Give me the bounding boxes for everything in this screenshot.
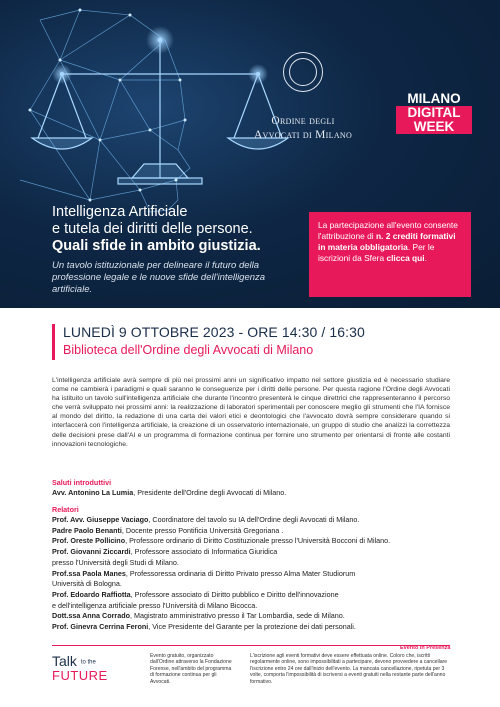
relatore-name: Prof. Ginevra Cerrina Feroni — [52, 622, 149, 632]
relatore-name: Prof. Edoardo Raffiotta — [52, 589, 131, 599]
saluti-role: , Presidente dell'Ordine degli Avvocati di Milano. — [133, 488, 287, 497]
event-title — [52, 204, 302, 255]
event-place: Biblioteca dell'Ordine degli Avvocati di Milano — [63, 343, 314, 357]
relatore-row — [52, 622, 452, 633]
relatore-name: Prof. Avv. Giuseppe Vaciago — [52, 515, 149, 524]
relatore-role: , Magistrato amministrativo presso il Tar Lombardia, sede di Milano. — [130, 611, 345, 621]
relatore-role: , Professoressa ordinaria di Diritto Privato presso Alma Mater Studiorum — [125, 568, 356, 578]
relatore-row — [52, 611, 452, 622]
relatore-row — [52, 579, 452, 590]
relatore-role: e dell'intelligenza artificiale presso l'Università di Milano Bicocca. — [52, 600, 258, 610]
mdw-line-3: WEEK — [396, 120, 472, 134]
hero-banner — [0, 0, 500, 308]
relatore-name: Prof. Giovanni Ziccardi — [52, 547, 131, 557]
mdw-line-1: MILANO — [407, 91, 461, 106]
title-line-1: Intelligenza Artificiale — [52, 204, 188, 220]
relatore-row — [52, 569, 452, 580]
relatore-row — [52, 547, 452, 558]
relatore-name: Prof. Oreste Pollicino — [52, 536, 126, 546]
footer-organizer-note: Evento gratuito, organizzato dall'Ordine attraverso la Fondazione Forense, nell'ambito del programma di formazione continua per gli Avvocati. — [150, 653, 232, 685]
ordine-seal-icon — [283, 52, 323, 92]
relatore-role: , Coordinatore del tavolo su IA dell'Ordine degli Avvocati di Milano. — [148, 515, 360, 524]
future-word: FUTURE — [52, 668, 108, 684]
relatori-heading: Relatori — [52, 505, 79, 514]
event-date: LUNEDÌ 9 OTTOBRE 2023 - ORE 14:30 / 16:30 — [63, 324, 365, 340]
ordine-line-1: Ordine degli — [271, 115, 335, 127]
saluti-heading: Saluti introduttivi — [52, 478, 112, 487]
saluti-name: Avv. Antonino La Lumia — [52, 488, 134, 497]
relatore-name: Prof.ssa Paola Manes — [52, 568, 126, 578]
credits-text-1: La partecipazione all'evento consente l'attribuzione di — [318, 220, 458, 241]
credits-text-3: . — [424, 253, 427, 263]
relatore-role: , Professore associato di Informatica Giuridica — [130, 547, 278, 557]
relatore-row — [52, 526, 452, 537]
date-accent-bar — [52, 324, 55, 360]
relatore-role: , Professore associato di Diritto pubblico e Diritto dell'innovazione — [130, 589, 339, 599]
talk-to-the-future-logo — [52, 654, 108, 683]
mdw-line-2: DIGITAL — [396, 106, 472, 120]
talk-word: Talk — [52, 653, 77, 669]
relatore-role: , Vice Presidente del Garante per la protezione dei dati personali. — [148, 622, 356, 632]
relatore-row — [52, 590, 452, 601]
event-subtitle: Un tavolo istituzionale per delineare il futuro della professione legale e le nuove sfide dell'intelligenza artificiale. — [52, 260, 266, 295]
relatore-role: Università di Bologna. — [52, 579, 122, 589]
relatore-role: , Professore ordinario di Diritto Costituzionale presso l'Università Bocconi di Milano. — [125, 536, 391, 546]
saluti-person — [52, 488, 452, 499]
credits-box — [309, 212, 471, 297]
relatore-row — [52, 536, 452, 547]
to-the-word: to the — [80, 659, 96, 666]
relatore-name: Padre Paolo Benanti — [52, 525, 122, 535]
milano-digital-week-logo — [396, 92, 472, 134]
credits-text-2: . Per le iscrizioni da Sfera — [318, 242, 435, 263]
footer-registration-note: L'iscrizione agli eventi formativi deve essere effettuata online. Coloro che, iscritti regolarmente online, sono impossibilitati a partecipare, devono provvedere a cancellare l'iscrizione entro 24 ore dall'inizio dell'evento. La mancata cancellazione, ripetuta per 3 volte, comporta l'impossibilità di iscriversi a eventi gratuiti nella restante parte dell'anno formativo. — [250, 653, 448, 685]
relatore-row — [52, 601, 452, 612]
intro-paragraph: L'intelligenza artificiale avrà sempre di più nei prossimi anni un significativo impatto nel settore giustizia ed è necessario studiare come ne cambierà i paradigmi e quali saranno le conseguenze per i diritti delle persone. Per questa ragione l'Ordine degli Avvocati ha istituito un tavolo sull'intelligenza artificiale che durante l'incontro presenterà le cinque direttrici che rappresenteranno il percorso che verrà sviluppato nei prossimi anni: la realizzazione di laboratori sperimentali per conoscere meglio gli strumenti che l'IA fornisce al mondo del diritto, la redazione di una carta dei valori etici e deontologici che l'avvocato dovrà sempre considerare quando si interfaccerà con l'intelligenza artificiale, la creazione di un osservatorio internazionale, un gruppo di studio che analizzi la correttezza delle decisioni prese dall'AI e un programma di formazione continua per fornire uno strumento per orientarsi di fronte alle costanti innovazioni tecnologiche. — [52, 377, 450, 448]
ordine-logo-text — [240, 114, 366, 142]
relatori-list — [52, 515, 452, 633]
ordine-line-2: Avvocati di Milano — [253, 129, 353, 141]
footer-event-type: Evento in Presenza — [400, 645, 451, 651]
title-line-3: Quali sfide in ambito giustizia. — [52, 238, 261, 254]
relatore-row — [52, 558, 452, 569]
credits-highlight: n. 2 crediti formativi in materia obbligatoria — [318, 231, 456, 252]
title-line-2: e tutela dei diritti delle persone. — [52, 221, 253, 237]
relatore-role: , Docente presso Pontificia Università Gregoriana . — [121, 525, 284, 535]
register-link[interactable]: clicca qui — [386, 253, 425, 263]
relatore-row — [52, 515, 452, 526]
relatore-name: Dott.ssa Anna Corrado — [52, 611, 131, 621]
relatore-role: presso l'Università degli Studi di Milano. — [52, 557, 179, 567]
footer-divider — [52, 645, 450, 646]
